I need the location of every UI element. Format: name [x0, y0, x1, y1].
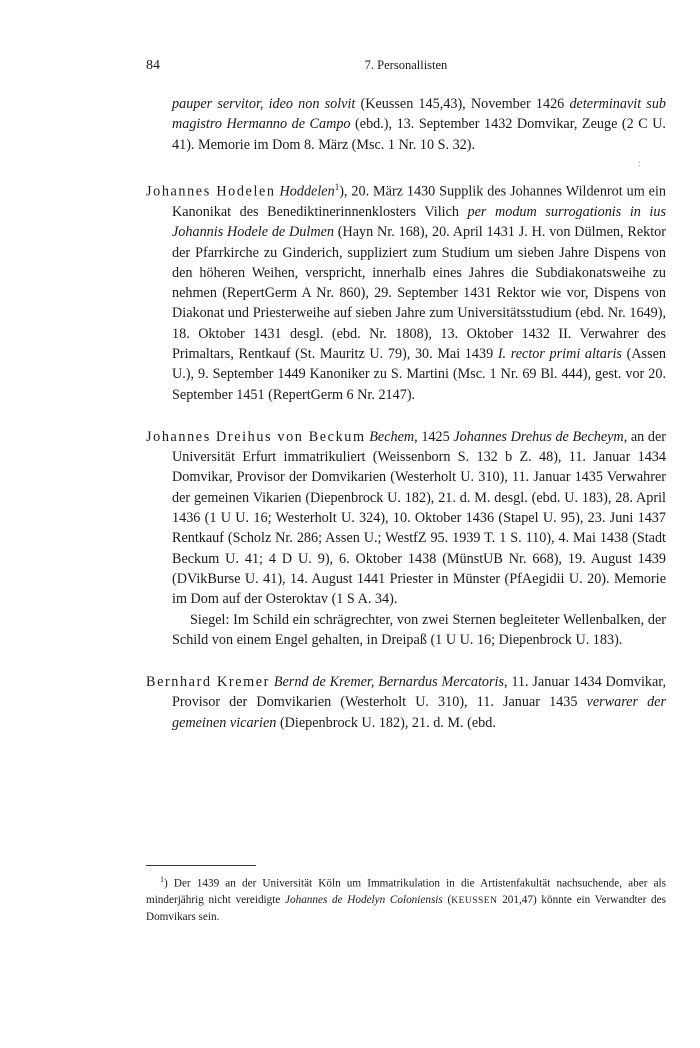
entry-johannes-dreihus: Johannes Dreihus von Beckum Bechem, 1425 Johannes Drehus de Becheym, an der Universität Erfurt immatrikuliert (Weissenborn S. 132 b Z. 48), 11. Januar 1434 Domvikar, Provisor der Domvikarien (Westerholt U. 310), 11. Januar 1435 Verwahrer der gemeinen Vikarien (Diepenbrock U. 182), 21. d. M. desgl. (ebd. U. 183), 28. April 1436 (1 U U. 16; Westerholt U. 324), 10. Oktober 1436 (Stapel U. 95), 23. Juni 1437 Rentkauf (Scholz Nr. 286; Assen U.; WestfZ 95. 1939 T. 1 S. 110), 4. Mai 1438 (Stadt Beckum U. 41; 4 D U. 9), 6. Oktober 1438 (MünstUB Nr. 668), 19. August 1439 (DVikBurse U. 41), 14. August 1441 Priester in Münster (PfAegidii U. 20). Memorie im Dom auf der Osteroktav (1 S A. 34).: [146, 428, 667, 608]
latin-quote: pauper servitor, ideo non solvit: [172, 96, 356, 112]
person-name: Bernhard Kremer: [146, 674, 270, 691]
latin-quote: determinavit sub magistro Hermanno de Campo: [172, 96, 667, 133]
page-number: 84: [146, 58, 160, 73]
margin-mark: :: [638, 158, 641, 168]
footnote: $^1$) Der 1439 an der Universität Köln um Immatrikulation in die Artistenfakultät nachsuchende, aber als minderjährig nicht vereidigte Johannes de Hodelyn Coloniensis (KEUSSEN 201,47) könnte ein Verwandter des Domvikars sein.: [146, 875, 666, 923]
name-variant: Hoddelen: [279, 183, 335, 200]
latin-quote: verwarer der gemeinen vicarien: [172, 694, 667, 731]
entry-bernhard-kremer: Bernhard Kremer Bernd de Kremer, Bernardus Mercatoris, 11. Januar 1434 Domvikar, Provisor der Domvikarien (Westerholt U. 310), 11. Januar 1435 verwarer der gemeinen vicarien (Diepenbrock U. 182), 21. d. M. (ebd.: [146, 674, 667, 731]
latin-quote: per modum surrogationis in ius Johannis Hodele de Dulmen: [172, 203, 666, 241]
name-variant: Bechem: [369, 428, 415, 445]
footnote-divider: [146, 865, 256, 866]
footnote-reference: 1: [334, 181, 340, 192]
seal-description: Siegel: Im Schild ein schrägrechter, von zwei Sternen begleiteter Wellenbalken, der Schild von einem Engel gehalten, in Dreipaß (1 U U. 16; Diepenbrock U. 183).: [172, 611, 666, 648]
page-header: [146, 58, 666, 78]
author-smallcaps: KEUSSEN: [451, 895, 498, 906]
running-head: 7. Personallisten: [364, 58, 448, 72]
latin-quote: I. rector primi altaris: [497, 346, 622, 362]
person-name: Johannes Dreihus von Beckum: [146, 428, 366, 445]
main-text: [146, 94, 666, 755]
entry-johannes-hodelen: Johannes Hodelen Hoddelen$^1$), 20. März 1430 Supplik des Johannes Wildenrot um ein Kanonikat des Benediktinerinnenklosters Vilich per modum surrogationis in ius Johannis Hodele de Dulmen (Hayn Nr. 168), 20. April 1431 J. H. von Dülmen, Rektor der Pfarrkirche zu Ginderich, suppliziert zum Studium um sieben Jahre Dispens von den höheren Weihen, verspricht, innerhalb eines Jahres die Subdiakonatsweihe zu nehmen (RepertGerm A Nr. 860), 29. September 1431 Rektor wie vor, Dispens von Diakonat und Priesterweihe auf sieben Jahre zum Universitätsstudium (ebd. Nr. 1649), 18. Oktober 1431 desgl. (ebd. Nr. 1808), 13. Oktober 1432 II. Verwahrer des Primaltars, Rentkauf (St. Mauritz U. 79), 30. Mai 1439 I. rector primi altaris (Assen U.), 9. September 1449 Kanoniker zu S. Martini (Msc. 1 Nr. 69 Bl. 444), gest. vor 20. September 1451 (RepertGerm 6 Nr. 2147).: [146, 181, 666, 403]
person-name: Johannes Hodelen: [146, 183, 276, 200]
entry-continuation: pauper servitor, ideo non solvit (Keussen 145,43), November 1426 determinavit sub magistro Hermanno de Campo (ebd.), 13. September 1432 Domvikar, Zeuge (2 C U. 41). Memorie im Dom 8. März (Msc. 1 Nr. 10 S. 32).: [172, 96, 667, 153]
footnote-mark: 1: [160, 875, 164, 884]
latin-quote: Johannes de Hodelyn Coloniensis: [285, 893, 443, 906]
latin-quote: Johannes Drehus de Becheym: [453, 428, 624, 445]
name-variant: Bernd de Kremer, Bernardus Mercatoris: [273, 674, 504, 691]
